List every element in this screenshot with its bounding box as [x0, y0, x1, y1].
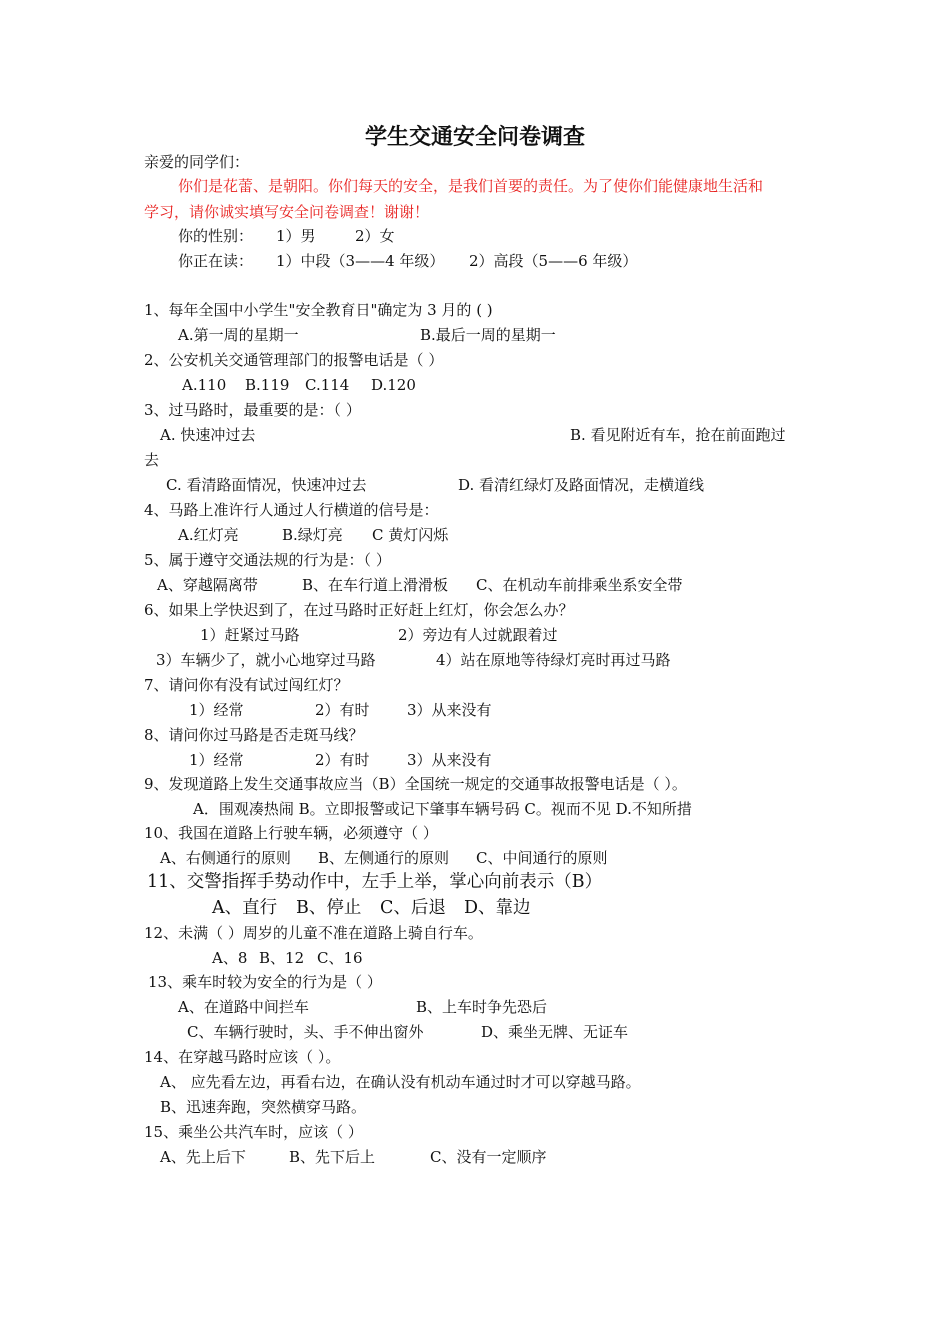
- question-5: 5、属于遵守交通法规的行为是：（ ）: [144, 551, 391, 569]
- q3-option-b-continued: 去: [144, 451, 160, 469]
- q3-option-d[interactable]: D. 看清红绿灯及路面情况，走横道线: [458, 476, 705, 494]
- q15-option-a[interactable]: A、先上后下: [160, 1148, 246, 1166]
- intro-line-2: 学习，请你诚实填写安全问卷调查！谢谢！: [144, 203, 430, 221]
- grade-option-middle[interactable]: 1）中段（3——4 年级）: [276, 252, 445, 270]
- q5-option-c[interactable]: C、在机动车前排乘坐系安全带: [476, 576, 683, 594]
- question-8: 8、请问你过马路是否走斑马线？: [144, 726, 364, 744]
- q10-option-b[interactable]: B、左侧通行的原则: [318, 849, 450, 867]
- q13-option-d[interactable]: D、乘坐无牌、无证车: [481, 1023, 629, 1041]
- q5-option-a[interactable]: A、穿越隔离带: [157, 576, 258, 594]
- q2-option-b[interactable]: B.119: [245, 376, 290, 394]
- q7-option-3[interactable]: 3）从来没有: [407, 701, 492, 719]
- q11-option-b[interactable]: B、停止: [296, 898, 362, 918]
- q6-option-3[interactable]: 3）车辆少了，就小心地穿过马路: [156, 651, 376, 669]
- q10-option-a[interactable]: A、右侧通行的原则: [160, 849, 291, 867]
- question-13: 13、乘车时较为安全的行为是（ ）: [148, 973, 382, 991]
- q12-option-c[interactable]: C、16: [317, 949, 363, 967]
- q8-option-1[interactable]: 1）经常: [189, 751, 244, 769]
- q13-option-a[interactable]: A、在道路中间拦车: [178, 998, 309, 1016]
- q7-option-2[interactable]: 2）有时: [315, 701, 370, 719]
- q2-option-d[interactable]: D.120: [371, 376, 416, 394]
- greeting: 亲爱的同学们：: [144, 153, 250, 171]
- grade-label: 你正在读：: [178, 252, 254, 270]
- q14-option-a[interactable]: A、 应先看左边，再看右边，在确认没有机动车通过时才可以穿越马路。: [160, 1073, 641, 1091]
- gender-option-female[interactable]: 2）女: [355, 227, 395, 245]
- question-10: 10、我国在道路上行驶车辆，必须遵守（ ）: [144, 824, 438, 842]
- page-title: 学生交通安全问卷调查: [364, 124, 585, 150]
- q2-option-a[interactable]: A.110: [182, 376, 227, 394]
- question-11: 11、交警指挥手势动作中，左手上举，掌心向前表示（B）: [147, 872, 603, 892]
- question-2: 2、公安机关交通管理部门的报警电话是（ ）: [144, 351, 444, 369]
- q4-option-c[interactable]: C 黄灯闪烁: [372, 526, 449, 544]
- q1-option-a[interactable]: A.第一周的星期一: [178, 326, 299, 344]
- q5-option-b[interactable]: B、在车行道上滑滑板: [302, 576, 449, 594]
- q3-option-c[interactable]: C. 看清路面情况，快速冲过去: [166, 476, 367, 494]
- q14-option-b[interactable]: B、迅速奔跑，突然横穿马路。: [160, 1098, 367, 1116]
- question-12: 12、未满（ ）周岁的儿童不准在道路上骑自行车。: [144, 924, 483, 942]
- q6-option-2[interactable]: 2）旁边有人过就跟着过: [398, 626, 558, 644]
- q3-option-b[interactable]: B. 看见附近有车，抢在前面跑过: [570, 426, 786, 444]
- q12-option-a[interactable]: A、8: [212, 949, 248, 967]
- q9-options[interactable]: A．围观凑热闹 B。立即报警或记下肇事车辆号码 C。视而不见 D.不知所措: [193, 800, 692, 818]
- q12-option-b[interactable]: B、12: [259, 949, 305, 967]
- q11-option-c[interactable]: C、后退: [380, 898, 446, 918]
- gender-row: [178, 225, 395, 247]
- q1-option-b[interactable]: B.最后一周的星期一: [420, 326, 556, 344]
- q15-option-b[interactable]: B、先下后上: [289, 1148, 376, 1166]
- question-6: 6、如果上学快迟到了，在过马路时正好赶上红灯，你会怎么办？: [144, 601, 574, 619]
- question-4: 4、马路上准许行人通过人行横道的信号是：: [144, 501, 439, 519]
- question-14: 14、在穿越马路时应该（ ）。: [144, 1048, 341, 1066]
- grade-option-upper[interactable]: 2）高段（5——6 年级）: [469, 252, 638, 270]
- q15-option-c[interactable]: C、没有一定顺序: [430, 1148, 547, 1166]
- q3-option-a[interactable]: A. 快速冲过去: [160, 426, 256, 444]
- q10-option-c[interactable]: C、中间通行的原则: [476, 849, 608, 867]
- q8-option-2[interactable]: 2）有时: [315, 751, 370, 769]
- q11-option-a[interactable]: A、直行: [212, 898, 278, 918]
- q4-option-b[interactable]: B.绿灯亮: [282, 526, 343, 544]
- q11-option-d[interactable]: D、靠边: [464, 898, 531, 918]
- q13-option-c[interactable]: C、车辆行驶时，头、手不伸出窗外: [187, 1023, 424, 1041]
- q7-option-1[interactable]: 1）经常: [189, 701, 244, 719]
- gender-label: 你的性别：: [178, 227, 254, 245]
- q6-option-1[interactable]: 1）赶紧过马路: [200, 626, 300, 644]
- intro-line-1: 你们是花蕾、是朝阳。你们每天的安全，是我们首要的责任。为了使你们能健康地生活和: [178, 177, 764, 195]
- q13-option-b[interactable]: B、上车时争先恐后: [416, 998, 548, 1016]
- question-15: 15、乘坐公共汽车时，应该（ ）: [144, 1123, 363, 1141]
- q6-option-4[interactable]: 4）站在原地等待绿灯亮时再过马路: [436, 651, 671, 669]
- gender-option-male[interactable]: 1）男: [276, 227, 316, 245]
- question-9: 9、发现道路上发生交通事故应当（B）全国统一规定的交通事故报警电话是（ ）。: [144, 775, 687, 793]
- question-3: 3、过马路时，最重要的是：（ ）: [144, 401, 361, 419]
- question-7: 7、请问你有没有试过闯红灯？: [144, 676, 349, 694]
- question-1: 1、每年全国中小学生"安全教育日"确定为 3 月的 ( ): [144, 301, 493, 319]
- grade-row: [178, 250, 638, 272]
- q8-option-3[interactable]: 3）从来没有: [407, 751, 492, 769]
- q2-option-c[interactable]: C.114: [305, 376, 350, 394]
- q4-option-a[interactable]: A.红灯亮: [178, 526, 239, 544]
